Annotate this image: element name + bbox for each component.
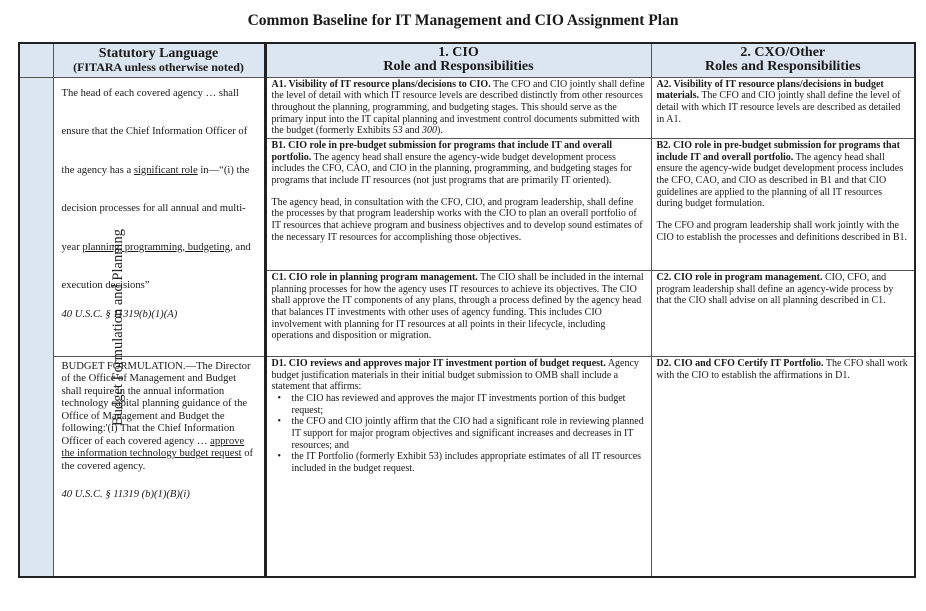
c1-heading: C1. CIO role in planning program management. (271, 271, 478, 283)
row-d (19, 356, 915, 577)
statutory-header (53, 43, 265, 77)
ppb-text: planning, programming, budgeting (82, 241, 231, 253)
significant-role-text: significant role (133, 164, 198, 176)
cell-a1: A1. Visibility of IT resource plans/decisions to CIO. The CFO and CIO jointly shall define the level of detail with which IT resource levels are described distinctly from other resources throughout the planning, programming, and budgeting stages. This should serve as the primary input into the IT capital planning and investment control documents submitted with the budget (formerly Exhibits 53 and 300). (265, 77, 651, 138)
cio-header-title: Role and Responsibilities (383, 59, 534, 75)
statutory-header-title: Statutory Language (98, 45, 219, 61)
row-a (19, 77, 915, 138)
a2-heading: A2. Visibility of IT resource plans/decisions in budget materials. (656, 78, 884, 102)
cio-header (265, 43, 651, 77)
b1-paragraph-2: The agency head, in consultation with the CFO, CIO, and program leadership, shall define the processes by that program leadership works with the CIO to plan an overall portfolio of IT resources that achieve program and business objectives and to develop sound estimates of the necessary IT resources for accomplishing those objectives. (271, 196, 643, 243)
cell-c1: C1. CIO role in planning program management. The CIO shall be included in the internal planning processes for how the agency uses IT resources to achieve its objectives. The CIO shall approve the IT components of any plans, through a process defined by the agency head that balances IT investments with other uses of agency funding. This includes CIO involvement with planning for IT resources at all points in their lifecycle, including operations and disposition or migration. (265, 270, 651, 356)
statutory-header-subtitle: (FITARA unless otherwise noted) (73, 60, 244, 75)
cxo-header-title: Roles and Responsibilities (704, 59, 861, 75)
list-item: • the CIO has reviewed and approves the major IT investments portion of this budget request; (286, 393, 646, 416)
c2-heading: C2. CIO role in program management. (656, 271, 823, 283)
page-title: Common Baseline for IT Management and CIO Assignment Plan (247, 12, 679, 29)
cxo-header (651, 43, 915, 77)
cell-a2: A2. Visibility of IT resource plans/decisions in budget materials. The CFO and CIO jointly shall define the level of detail with which IT resource levels are described as detailed in A1. (651, 77, 915, 138)
header-row (19, 43, 915, 77)
cell-d2: D2. CIO and CFO Certify IT Portfolio. The CFO shall work with the CIO to establish the affirmations in D1. (651, 356, 915, 577)
d1-heading: D1. CIO reviews and approves major IT investment portion of budget request. (271, 357, 606, 369)
statutory-block-2 (53, 356, 265, 577)
cell-b1: B1. CIO role in pre-budget submission for programs that include IT and overall portfolio. The agency head shall ensure the agency-wide budget development process includes the CFO, CAO, and CIO in the planning, programming, and budgeting stages for programs that include IT resources (not just programs that are primarily IT oriented). The agency head, in consultation with the CFO, CIO, and program leadership, shall define the processes by that program leadership works with the CIO to plan an overall portfolio of IT resources that achieve program and business objectives and to develop sound estimates of the necessary IT resources for accomplishing those objectives. (265, 138, 651, 270)
statutory-line: decision processes for all annual and multi- (61, 203, 246, 214)
statutory-citation: 40 U.S.C. § 11319(b)(1)(A) (61, 308, 178, 320)
side-header-cell (19, 43, 53, 77)
cell-b2: B2. CIO role in pre-budget submission for programs that include IT and overall portfolio. The agency head shall ensure the agency-wide budget development process includes the CFO, CAO, and CIO as described in B1 and that CIO guidelines are applied to the planning of all IT resources during budget formulation. The CFO and program leadership shall work jointly with the CIO to establish the processes and definitions described in B1. (651, 138, 915, 270)
d2-heading: D2. CIO and CFO Certify IT Portfolio. (656, 357, 824, 369)
cell-d1: D1. CIO reviews and approves major IT investment portion of budget request. Agency budget justification materials in their initial budget submission to OMB shall include a statement that affirms: • the CIO has reviewed and approves the major IT investments portion of this budget request; • the CFO and CIO jointly affirm that the CIO had a significant role in reviewing planned IT support for major program objectives and significant increases and decreases in IT resources; and • the IT Portfolio (formerly Exhibit 53) includes appropriate estimates of all IT resources included in the budget request. (265, 356, 651, 577)
d1-bullet-list (286, 393, 646, 475)
statutory-line: year planning, programming, budgeting, and (61, 241, 251, 253)
statutory-line: the agency has a significant role in—“(i) the (61, 164, 250, 176)
a1-heading: A1. Visibility of IT resource plans/decisions to CIO. (271, 78, 491, 90)
statutory-line: execution decisions” (61, 280, 150, 291)
statutory-line: ensure that the Chief Information Officer of (61, 126, 248, 137)
side-label: Budget Formulation and Planning (109, 228, 126, 426)
statutory-line: The head of each covered agency … shall (61, 87, 239, 99)
budget-formulation-text: BUDGET FORMULATION.—The Director of the Office of Management and Budget shall require in the annual information technology capital planning guidance of the Office of Management and Budget the following:'(i) That the Chief Information Officer of each covered agency … approve the information technology budget request of the covered agency. (61, 360, 254, 472)
list-item: • the CFO and CIO jointly affirm that the CIO had a significant role in reviewing planned IT support for major program objectives and significant increases and decreases in IT resources; and (286, 416, 646, 451)
approve-budget-text: approve the information technology budget request (61, 435, 245, 460)
cell-c2: C2. CIO role in program management. CIO, CFO, and program leadership shall define an agency-wide process by that the CIO shall advise on all planning described in C1. (651, 270, 915, 356)
baseline-table (18, 42, 916, 578)
cxo-header-number: 2. CXO/Other (740, 44, 826, 60)
b2-heading: B2. CIO role in pre-budget submission for programs that include IT and overall portfolio. (656, 139, 900, 163)
statutory-block-1 (53, 77, 265, 356)
statutory-citation-2: 40 U.S.C. § 11319 (b)(1)(B)(i) (61, 489, 190, 501)
b2-paragraph-2: The CFO and program leadership shall work jointly with the CIO to establish the processes and definitions described in B1. (656, 220, 908, 243)
cio-header-number: 1. CIO (438, 44, 479, 60)
list-item: • the IT Portfolio (formerly Exhibit 53) includes appropriate estimates of all IT resources included in the budget request. (286, 451, 646, 474)
b1-heading: B1. CIO role in pre-budget submission for programs that include IT and overall portfolio. (271, 139, 613, 163)
